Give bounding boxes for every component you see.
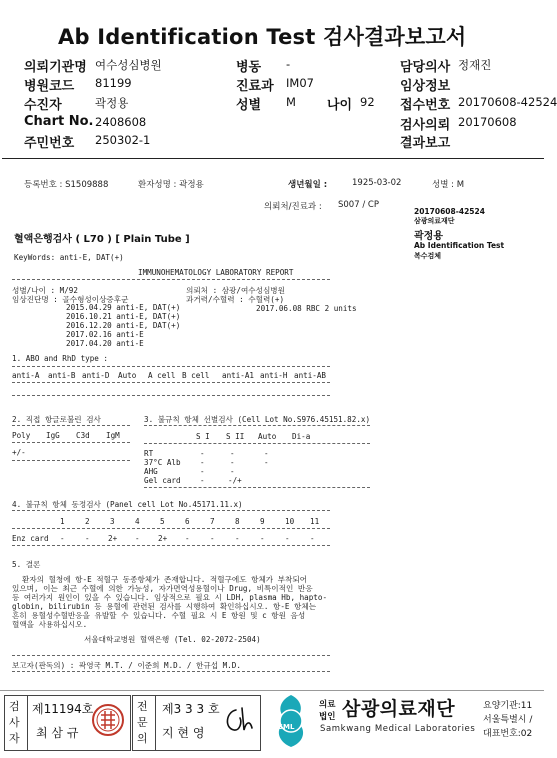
panel-cell-num: 5 xyxy=(160,517,165,526)
specialist-label-char: 문 xyxy=(137,716,148,729)
conclusion-line: 환자의 혈청에 항-E 적혈구 동종항체가 존재합니다. 적혈구에도 항체가 부착되어 xyxy=(22,575,308,584)
inspector-seal-icon xyxy=(91,703,125,737)
value-ward: - xyxy=(286,57,291,71)
rule xyxy=(144,487,370,488)
panel-result: - xyxy=(260,534,265,543)
panel-cell-num: 8 xyxy=(235,517,240,526)
screen-cell: - xyxy=(230,458,235,467)
panel-cell-num: 7 xyxy=(210,517,215,526)
report-title: IMMUNOHEMATOLOGY LABORATORY REPORT xyxy=(138,268,294,277)
scan-sex: 성별 : M xyxy=(432,180,465,190)
screen-row-name: 37°C Alb xyxy=(144,458,181,467)
history-line: 2016.12.20 anti-E, DAT(+) xyxy=(66,321,181,330)
org-info: 대표번호:02 xyxy=(483,729,533,739)
dob-label: 생년월일 : xyxy=(288,180,328,190)
history-line: 2016.10.21 anti-E, DAT(+) xyxy=(66,312,181,321)
panel-cell-num: 1 xyxy=(60,517,65,526)
screen-cell: - xyxy=(200,476,205,485)
rule xyxy=(12,510,330,511)
rule xyxy=(12,528,330,529)
footer-divider xyxy=(0,690,544,691)
org-type-2: 법인 xyxy=(319,712,336,722)
inspector-label-char: 사 xyxy=(9,716,20,729)
abo-col: B cell xyxy=(182,371,210,380)
rule xyxy=(12,279,330,280)
abo-col: anti-B xyxy=(48,371,76,380)
panel-result: - xyxy=(235,534,240,543)
keywords: KeyWords: anti-E, DAT(+) xyxy=(14,253,124,262)
specimen-accession: 20170608-42524 xyxy=(414,207,485,216)
history-line: 2015.04.29 anti-E, DAT(+) xyxy=(66,303,181,312)
sml-badge: SML xyxy=(278,723,295,731)
value-institution: 여수성심병원 xyxy=(95,58,162,72)
specimen-patient: 곽정용 xyxy=(414,231,443,242)
label-patient: 수진자 xyxy=(24,98,62,113)
dat-value: +/- xyxy=(12,448,26,457)
specialist-license-no: 제3 3 3 호 xyxy=(162,702,220,716)
specialist-label-char: 전 xyxy=(137,700,148,713)
screen-col: Auto xyxy=(258,432,277,441)
label-accession-no: 접수번호 xyxy=(400,98,451,113)
rbc-transfusion: 2017.06.08 RBC 2 units xyxy=(256,304,357,313)
history-line: 2017.04.20 anti-E xyxy=(66,339,144,348)
dat-col: IgM xyxy=(106,431,120,440)
abo-col: Auto xyxy=(118,371,137,380)
abo-col: anti-H xyxy=(260,371,288,380)
conclusion-line: 있으며, 이는 최근 수혈에 의한 가능성, 자가면역성용혈이나 Drug, 비특이적인 반응 xyxy=(12,584,313,593)
panel-result: 2+ xyxy=(158,534,168,543)
label-request-date: 검사의뢰 xyxy=(400,118,451,133)
panel-result: - xyxy=(60,534,65,543)
dat-col: C3d xyxy=(76,431,90,440)
panel-cell-num: 2 xyxy=(85,517,90,526)
value-age: 92 xyxy=(360,95,375,109)
reporter: 보고자(판독의) : 곽영국 M.T. / 이준희 M.D. / 한규섭 M.D. xyxy=(12,661,241,670)
label-age: 나이 xyxy=(327,98,353,113)
sex-age: 성별/나이 : M/92 xyxy=(12,286,78,295)
panel-result: - xyxy=(310,534,315,543)
section-abo-title: 1. ABO and RhD type : xyxy=(12,354,109,363)
dat-col: IgG xyxy=(46,431,60,440)
abo-col: anti-D xyxy=(82,371,110,380)
value-accession-no: 20170608-42524 xyxy=(458,95,557,109)
rule xyxy=(12,545,330,546)
rule xyxy=(12,395,330,396)
screen-col: Di-a xyxy=(292,432,311,441)
signature-icon xyxy=(222,704,256,736)
scan-patient-name: 환자성명 : 곽정용 xyxy=(138,180,204,190)
panel-result: - xyxy=(135,534,140,543)
abo-col: anti-A1 xyxy=(222,371,255,380)
dat-col: Poly xyxy=(12,431,31,440)
value-department: IM07 xyxy=(286,76,314,90)
panel-cell-num: 6 xyxy=(185,517,190,526)
specimen-test: Ab Identification Test xyxy=(414,241,505,250)
rule xyxy=(12,366,330,367)
panel-result: - xyxy=(185,534,190,543)
rule xyxy=(12,671,330,672)
value-patient: 곽정용 xyxy=(95,96,129,110)
header-divider xyxy=(2,158,544,159)
org-type-1: 의료 xyxy=(319,700,336,710)
screen-col: S II xyxy=(226,432,245,441)
rule xyxy=(12,425,130,426)
rule xyxy=(12,382,330,383)
inspector-label-char: 자 xyxy=(9,732,20,745)
panel-result: - xyxy=(85,534,90,543)
dept-label: 의뢰처/진료과 : xyxy=(264,202,322,212)
label-result-report: 결과보고 xyxy=(400,136,451,151)
registration-no: 등록번호 : S1509888 xyxy=(24,180,109,190)
org-info: 요양기관:11 xyxy=(483,701,533,711)
panel-cell-num: 11 xyxy=(310,517,320,526)
rule xyxy=(144,425,370,426)
label-doctor: 담당의사 xyxy=(400,60,451,75)
requesting-hospital: 의뢰처 : 삼광/여수성심병원 xyxy=(186,286,285,295)
value-hospital-code: 81199 xyxy=(95,76,132,90)
conclusion-line: globin, bilirubin 등 용혈에 관련된 검사를 시행하여 확인하십시오. 항-E 항체는 xyxy=(12,602,317,611)
blood-bank-contact: 서울대학교병원 혈액은행 (Tel. 02-2072-2504) xyxy=(84,635,261,644)
label-ward: 병동 xyxy=(236,60,262,75)
org-name: 삼광의료재단 xyxy=(342,698,456,720)
rule xyxy=(12,460,130,461)
org-name-en: Samkwang Medical Laboratories xyxy=(320,724,476,734)
panel-cell-num: 10 xyxy=(285,517,295,526)
screen-cell: - xyxy=(200,467,205,476)
value-doctor: 정재진 xyxy=(458,58,492,72)
dept-value: S007 / CP xyxy=(338,200,379,210)
abo-col: anti-AB xyxy=(294,371,327,380)
sml-logo-icon xyxy=(268,693,314,749)
dob-value: 1925-03-02 xyxy=(352,178,402,188)
specialist-name: 지 현 영 xyxy=(162,726,205,740)
value-request-date: 20170608 xyxy=(458,115,517,129)
conclusion-line: 흔히 용혈성수혈반응을 유발할 수 있습니다. 수혈 필요 시 E 항원 및 c 항원 음성 xyxy=(12,611,306,620)
rule xyxy=(12,442,130,443)
section-panel-title: 4. 불규칙 항체 동정검사 (Panel cell Lot No.45171.11.x) xyxy=(12,500,243,509)
rule xyxy=(144,443,370,444)
rule xyxy=(12,655,330,656)
transfusion-history: 과거력/수혈력 : 수혈력(+) xyxy=(186,295,285,304)
value-sex: M xyxy=(286,95,296,109)
screen-cell: - xyxy=(200,458,205,467)
value-chart-no: 2408608 xyxy=(95,115,147,129)
screen-cell: - xyxy=(264,449,269,458)
page-title: Ab Identification Test 검사결과보고서 xyxy=(58,25,467,49)
screen-cell: - xyxy=(230,449,235,458)
screen-row-name: Gel card xyxy=(144,476,181,485)
screen-cell: -/+ xyxy=(228,476,242,485)
panel-row-label: Enz card xyxy=(12,534,49,543)
label-resident-no: 주민번호 xyxy=(24,136,75,151)
label-clinical-info: 임상정보 xyxy=(400,79,451,94)
label-department: 진료과 xyxy=(236,79,274,94)
screen-col: S I xyxy=(196,432,210,441)
specialist-label-char: 의 xyxy=(137,732,148,745)
inspector-name: 최 삼 규 xyxy=(36,726,79,740)
panel-cell-num: 3 xyxy=(110,517,115,526)
value-resident-no: 250302-1 xyxy=(95,133,151,147)
section-screen-title: 3. 불규칙 항체 선별검사 (Cell Lot No.S976.45151.82.x) xyxy=(144,415,371,424)
panel-cell-num: 9 xyxy=(260,517,265,526)
test-title: 혈액은행검사 ( L70 ) [ Plain Tube ] xyxy=(14,234,190,245)
conclusion-line: 등 여러가지 원인이 있을 수 있습니다. 임상적으로 필요 시 LDH, plasma Hb, hapto- xyxy=(12,593,328,602)
section-conclusion-title: 5. 결론 xyxy=(12,560,41,569)
diagnosis: 임상진단명 : 골수형성이상증후군 xyxy=(12,295,129,304)
specimen-lab: 삼광의료재단 xyxy=(414,217,455,225)
screen-row-name: AHG xyxy=(144,467,158,476)
abo-col: anti-A xyxy=(12,371,40,380)
inspector-label-char: 검 xyxy=(9,700,20,713)
label-chart-no: Chart No. xyxy=(24,114,94,129)
abo-col: A cell xyxy=(148,371,176,380)
label-sex: 성별 xyxy=(236,98,262,113)
screen-cell: - xyxy=(230,467,235,476)
specimen-note: 복수검체 xyxy=(414,252,442,260)
screen-cell: - xyxy=(200,449,205,458)
panel-result: 2+ xyxy=(108,534,118,543)
history-line: 2017.02.16 anti-E xyxy=(66,330,144,339)
org-info: 서울특별시 / xyxy=(483,715,533,725)
section-dat-title: 2. 직접 항글로불린 검사 xyxy=(12,415,101,424)
label-institution: 의뢰기관명 xyxy=(24,60,87,75)
conclusion-line: 혈액을 사용하십시오. xyxy=(12,620,88,629)
screen-row-name: RT xyxy=(144,449,154,458)
screen-cell: - xyxy=(264,458,269,467)
panel-result: - xyxy=(210,534,215,543)
inspector-license-no: 제11194호 xyxy=(32,702,94,716)
panel-result: - xyxy=(285,534,290,543)
label-hospital-code: 병원코드 xyxy=(24,79,75,94)
panel-cell-num: 4 xyxy=(135,517,140,526)
